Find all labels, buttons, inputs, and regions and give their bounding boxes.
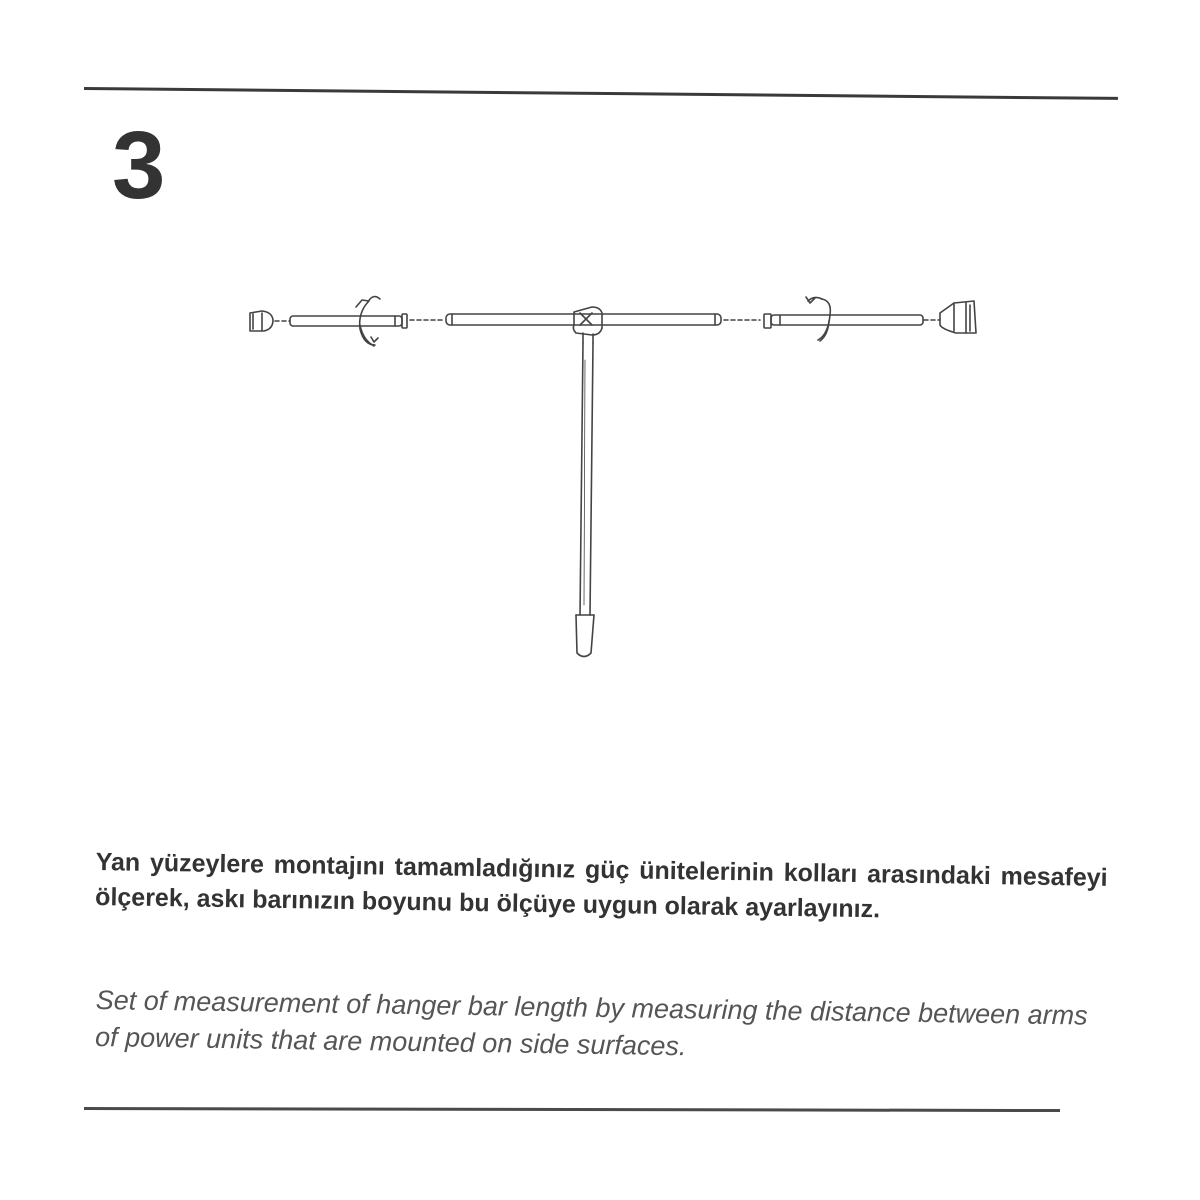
left-adjustable-tube xyxy=(290,314,407,328)
left-rotate-arrow-icon xyxy=(356,297,380,346)
left-end-cap xyxy=(250,311,273,331)
right-adjustable-tube xyxy=(764,314,923,328)
step-number: 3 xyxy=(112,112,166,219)
right-end-cap xyxy=(940,301,976,333)
instruction-turkish: Yan yüzeylere montajını tamamladığınız güç ünitelerinin kolları arasındaki mesafeyi ölçerek, askı barınızın boyunu bu ölçüye uygun olarak ayarlayınız. xyxy=(94,847,1108,924)
hanger-bar-diagram xyxy=(240,285,990,670)
instruction-english: Set of measurement of hanger bar length by measuring the distance between arms of power units that are mounted on side surfaces. xyxy=(94,984,1088,1062)
right-rotate-arrow-icon xyxy=(806,297,830,341)
vertical-leg xyxy=(576,343,594,657)
top-divider xyxy=(84,87,1118,100)
bottom-divider xyxy=(84,1107,1060,1112)
